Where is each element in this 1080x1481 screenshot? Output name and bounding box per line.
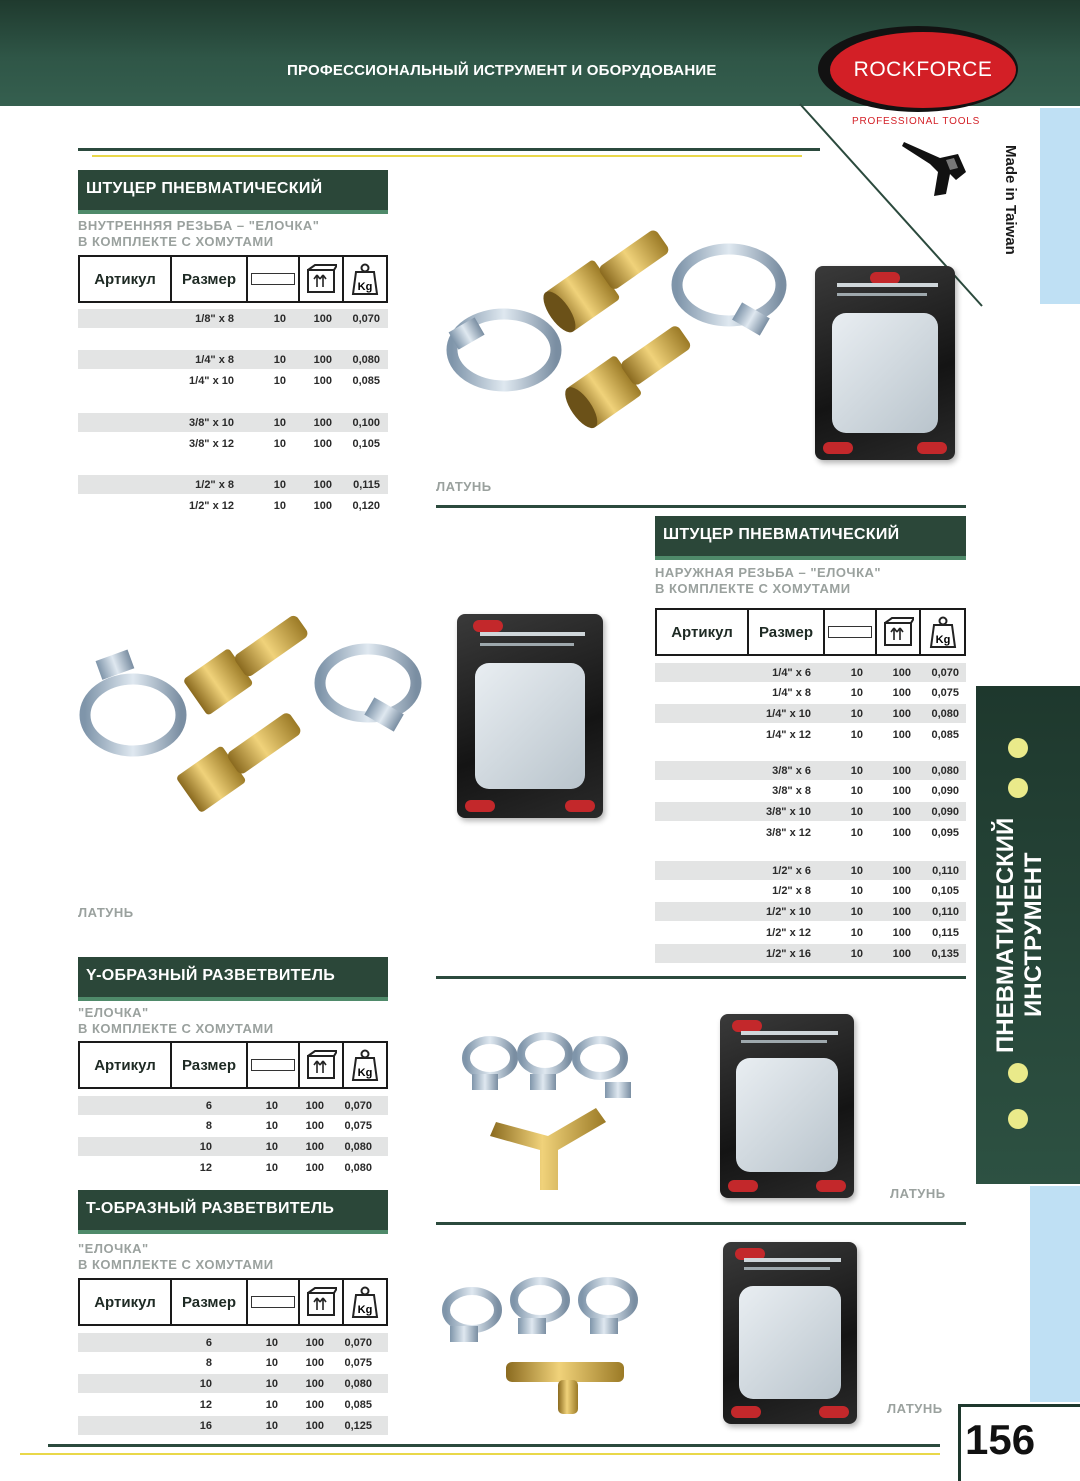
cell-kg: 0,085 [352, 374, 380, 387]
box-icon [251, 273, 295, 285]
crate-icon [305, 1286, 337, 1318]
cell-kg: 0,125 [344, 1419, 372, 1432]
table-row [78, 1395, 388, 1414]
cell-crate: 100 [892, 686, 911, 699]
cell-box: 10 [850, 947, 863, 960]
cell-kg: 0,120 [352, 499, 380, 512]
cell-box: 10 [850, 728, 863, 741]
cell-size: 1/2" x 8 [772, 884, 811, 897]
table-row [78, 1333, 388, 1352]
cell-crate: 100 [313, 437, 332, 450]
bullet-dot-icon [1008, 1063, 1028, 1083]
col-size: Размер [172, 1043, 248, 1087]
cell-kg: 0,110 [932, 905, 959, 918]
cell-kg: 0,070 [352, 312, 380, 325]
col-box [248, 1280, 300, 1324]
section-rule [78, 148, 820, 151]
cell-kg: 0,075 [344, 1119, 372, 1132]
crate-icon [305, 263, 337, 295]
cell-size: 3/8" x 10 [189, 416, 234, 429]
table-header [78, 1041, 388, 1089]
cell-size: 3/8" x 10 [766, 805, 811, 818]
table-row [78, 1158, 388, 1177]
cell-kg: 0,105 [931, 884, 959, 897]
cell-size: 8 [205, 1119, 212, 1132]
cell-size: 1/4" x 10 [189, 374, 234, 387]
cell-kg: 0,085 [344, 1398, 372, 1411]
cell-crate: 100 [892, 805, 911, 818]
box-icon [828, 626, 872, 638]
material-label: ЛАТУНЬ [436, 479, 492, 494]
table-body [78, 309, 388, 519]
cell-size: 3/8" x 12 [766, 826, 811, 839]
bullet-dot-icon [1008, 778, 1028, 798]
col-box [825, 610, 877, 654]
cell-box: 10 [273, 374, 286, 387]
cell-kg: 0,110 [932, 864, 959, 877]
table-row [78, 1137, 388, 1156]
cell-crate: 100 [313, 478, 332, 491]
cell-box: 10 [265, 1099, 278, 1112]
col-crate [877, 610, 921, 654]
cell-crate: 100 [313, 374, 332, 387]
air-blow-gun-icon [900, 132, 972, 200]
section-subtitle: НАРУЖНАЯ РЕЗЬБА – "ЕЛОЧКА" В КОМПЛЕКТЕ С ХОМУТАМИ [655, 565, 882, 596]
blue-accent-strip [1040, 108, 1080, 304]
table-row [78, 413, 388, 432]
col-article: Артикул [657, 610, 749, 654]
section-title: ШТУЦЕР ПНЕВМАТИЧЕСКИЙ [78, 170, 388, 210]
cell-size: 6 [205, 1336, 212, 1349]
cell-kg: 0,080 [344, 1140, 372, 1153]
section-title: ШТУЦЕР ПНЕВМАТИЧЕСКИЙ [655, 516, 966, 556]
box-icon [251, 1296, 295, 1308]
table-row [655, 781, 966, 800]
section-rule-yellow [92, 155, 802, 157]
cell-crate: 100 [892, 864, 911, 877]
col-article: Артикул [80, 1043, 172, 1087]
section-subtitle: "ЕЛОЧКА" В КОМПЛЕКТЕ С ХОМУТАМИ [78, 1005, 274, 1036]
table-row [78, 434, 388, 453]
cell-crate: 100 [892, 764, 911, 777]
svg-text:Kg: Kg [357, 281, 373, 293]
table-row [655, 902, 966, 921]
footer-rule-yellow [20, 1453, 940, 1455]
cell-box: 10 [273, 499, 286, 512]
product-package-photo [720, 1014, 854, 1198]
cell-box: 10 [850, 805, 863, 818]
blue-accent-strip [1030, 1186, 1080, 1402]
section-rule [436, 976, 966, 979]
cell-box: 10 [273, 478, 286, 491]
cell-box: 10 [850, 764, 863, 777]
cell-kg: 0,080 [931, 707, 959, 720]
cell-kg: 0,070 [344, 1336, 372, 1349]
cell-kg: 0,085 [931, 728, 959, 741]
cell-kg: 0,090 [931, 784, 959, 797]
cell-box: 10 [265, 1356, 278, 1369]
cell-crate: 100 [305, 1099, 324, 1112]
cell-crate: 100 [313, 353, 332, 366]
cell-box: 10 [850, 826, 863, 839]
page-number: 156 [965, 1416, 1036, 1463]
table-body [655, 663, 966, 965]
cell-size: 3/8" x 6 [772, 764, 811, 777]
table-row [655, 683, 966, 702]
table-row [78, 1416, 388, 1435]
cell-crate: 100 [305, 1356, 324, 1369]
cell-box: 10 [273, 353, 286, 366]
table-row [78, 371, 388, 390]
table-row [655, 663, 966, 682]
product-photo-internal-thread [444, 205, 794, 435]
cell-size: 16 [199, 1419, 212, 1432]
table-row [78, 1374, 388, 1393]
cell-crate: 100 [892, 666, 911, 679]
cell-crate: 100 [892, 884, 911, 897]
col-article: Артикул [80, 1280, 172, 1324]
table-row [78, 1116, 388, 1135]
cell-kg: 0,090 [931, 805, 959, 818]
made-in-label: Made in Taiwan [1002, 145, 1019, 255]
cell-crate: 100 [305, 1140, 324, 1153]
cell-size: 1/2" x 16 [766, 947, 811, 960]
cell-size: 3/8" x 8 [772, 784, 811, 797]
cell-box: 10 [850, 926, 863, 939]
cell-kg: 0,100 [352, 416, 380, 429]
svg-text:Kg: Kg [357, 1067, 373, 1079]
cell-size: 8 [205, 1356, 212, 1369]
table-row [655, 923, 966, 942]
cell-box: 10 [273, 416, 286, 429]
col-size: Размер [172, 1280, 248, 1324]
cell-kg: 0,080 [352, 353, 380, 366]
cell-size: 1/2" x 12 [189, 499, 234, 512]
cell-crate: 100 [892, 826, 911, 839]
cell-box: 10 [265, 1377, 278, 1390]
cell-box: 10 [273, 312, 286, 325]
weight-icon [928, 615, 958, 649]
material-label: ЛАТУНЬ [887, 1401, 943, 1416]
table-row [78, 496, 388, 515]
table-row [78, 475, 388, 494]
section-subtitle: ВНУТРЕННЯЯ РЕЗЬБА – "ЕЛОЧКА" В КОМПЛЕКТЕ С ХОМУТАМИ [78, 218, 320, 249]
cell-crate: 100 [305, 1398, 324, 1411]
svg-text:Kg: Kg [357, 1304, 373, 1316]
table-row [78, 1353, 388, 1372]
cell-crate: 100 [892, 784, 911, 797]
cell-kg: 0,070 [344, 1099, 372, 1112]
cell-box: 10 [265, 1419, 278, 1432]
table-row [78, 1096, 388, 1115]
weight-icon [350, 1048, 380, 1082]
header-tagline: ПРОФЕССИОНАЛЬНЫЙ ИСТРУМЕНТ И ОБОРУДОВАНИЕ [287, 62, 717, 79]
cell-size: 10 [199, 1377, 212, 1390]
cell-crate: 100 [313, 312, 332, 325]
cell-size: 1/4" x 10 [766, 707, 811, 720]
col-crate [300, 1280, 344, 1324]
table-row [655, 725, 966, 744]
product-photo-y-splitter [460, 1030, 640, 1200]
cell-kg: 0,075 [344, 1356, 372, 1369]
cell-crate: 100 [313, 416, 332, 429]
cell-kg: 0,075 [931, 686, 959, 699]
table-row [655, 944, 966, 963]
cell-size: 1/8" x 8 [195, 312, 234, 325]
cell-kg: 0,135 [931, 947, 959, 960]
product-package-photo [815, 266, 955, 460]
section-title: Y-ОБРАЗНЫЙ РАЗВЕТВИТЕЛЬ [78, 957, 388, 997]
footer-rule [48, 1444, 940, 1447]
cell-box: 10 [265, 1119, 278, 1132]
cell-crate: 100 [313, 499, 332, 512]
weight-icon [350, 1285, 380, 1319]
cell-box: 10 [850, 707, 863, 720]
cell-size: 12 [199, 1398, 212, 1411]
section-subtitle: "ЕЛОЧКА" В КОМПЛЕКТЕ С ХОМУТАМИ [78, 1241, 274, 1272]
cell-box: 10 [850, 784, 863, 797]
cell-kg: 0,080 [931, 764, 959, 777]
cell-crate: 100 [892, 926, 911, 939]
cell-box: 10 [273, 437, 286, 450]
weight-icon [350, 262, 380, 296]
cell-size: 1/4" x 6 [772, 666, 811, 679]
col-size: Размер [172, 257, 248, 301]
product-package-photo [457, 614, 603, 818]
cell-crate: 100 [892, 947, 911, 960]
cell-box: 10 [850, 666, 863, 679]
cell-box: 10 [265, 1140, 278, 1153]
cell-kg: 0,105 [352, 437, 380, 450]
cell-crate: 100 [305, 1336, 324, 1349]
product-package-photo [723, 1242, 857, 1424]
cell-size: 1/2" x 6 [772, 864, 811, 877]
cell-kg: 0,095 [931, 826, 959, 839]
cell-size: 1/2" x 10 [766, 905, 811, 918]
cell-kg: 0,115 [932, 926, 959, 939]
cell-size: 1/4" x 12 [766, 728, 811, 741]
cell-box: 10 [265, 1398, 278, 1411]
cell-crate: 100 [892, 707, 911, 720]
cell-kg: 0,080 [344, 1161, 372, 1174]
crate-icon [305, 1049, 337, 1081]
cell-size: 1/4" x 8 [772, 686, 811, 699]
cell-size: 1/4" x 8 [195, 353, 234, 366]
cell-box: 10 [850, 864, 863, 877]
table-row [655, 761, 966, 780]
section-title: T-ОБРАЗНЫЙ РАЗВЕТВИТЕЛЬ [78, 1190, 388, 1230]
cell-crate: 100 [305, 1119, 324, 1132]
col-crate [300, 1043, 344, 1087]
table-row [78, 309, 388, 328]
col-weight [344, 1043, 386, 1087]
table-header [655, 608, 966, 656]
material-label: ЛАТУНЬ [890, 1186, 946, 1201]
material-label: ЛАТУНЬ [78, 905, 134, 920]
col-box [248, 1043, 300, 1087]
col-box [248, 257, 300, 301]
box-icon [251, 1059, 295, 1071]
cell-size: 1/2" x 8 [195, 478, 234, 491]
table-row [655, 881, 966, 900]
col-article: Артикул [80, 257, 172, 301]
cell-box: 10 [850, 686, 863, 699]
table-row [655, 802, 966, 821]
cell-box: 10 [265, 1161, 278, 1174]
cell-crate: 100 [892, 728, 911, 741]
cell-size: 1/2" x 12 [766, 926, 811, 939]
cell-crate: 100 [305, 1161, 324, 1174]
col-weight [344, 257, 386, 301]
product-photo-t-splitter [440, 1270, 650, 1420]
cell-size: 12 [199, 1161, 212, 1174]
table-row [655, 704, 966, 723]
cell-box: 10 [850, 905, 863, 918]
product-photo-external-thread [78, 605, 423, 815]
table-header [78, 1278, 388, 1326]
bullet-dot-icon [1008, 1109, 1028, 1129]
crate-icon [882, 616, 914, 648]
col-weight [921, 610, 964, 654]
bullet-dot-icon [1008, 738, 1028, 758]
cell-kg: 0,080 [344, 1377, 372, 1390]
cell-crate: 100 [305, 1419, 324, 1432]
col-weight [344, 1280, 386, 1324]
col-size: Размер [749, 610, 825, 654]
cell-size: 10 [199, 1140, 212, 1153]
table-body [78, 1096, 388, 1186]
cell-kg: 0,070 [931, 666, 959, 679]
svg-text:Kg: Kg [935, 634, 950, 646]
cell-kg: 0,115 [353, 478, 380, 491]
cell-box: 10 [850, 884, 863, 897]
category-side-title: ПНЕВМАТИЧЕСКИЙ ИНСТРУМЕНТ [992, 817, 1047, 1053]
section-rule [436, 505, 966, 508]
table-header [78, 255, 388, 303]
table-row [655, 823, 966, 842]
table-body [78, 1333, 388, 1437]
logo-subtitle: PROFESSIONAL TOOLS [852, 116, 981, 127]
table-row [78, 350, 388, 369]
rockforce-logo-text: ROCKFORCE [830, 32, 1016, 108]
cell-crate: 100 [892, 905, 911, 918]
table-row [655, 861, 966, 880]
cell-crate: 100 [305, 1377, 324, 1390]
cell-size: 3/8" x 12 [189, 437, 234, 450]
cell-box: 10 [265, 1336, 278, 1349]
col-crate [300, 257, 344, 301]
cell-size: 6 [205, 1099, 212, 1112]
section-rule [436, 1222, 966, 1225]
